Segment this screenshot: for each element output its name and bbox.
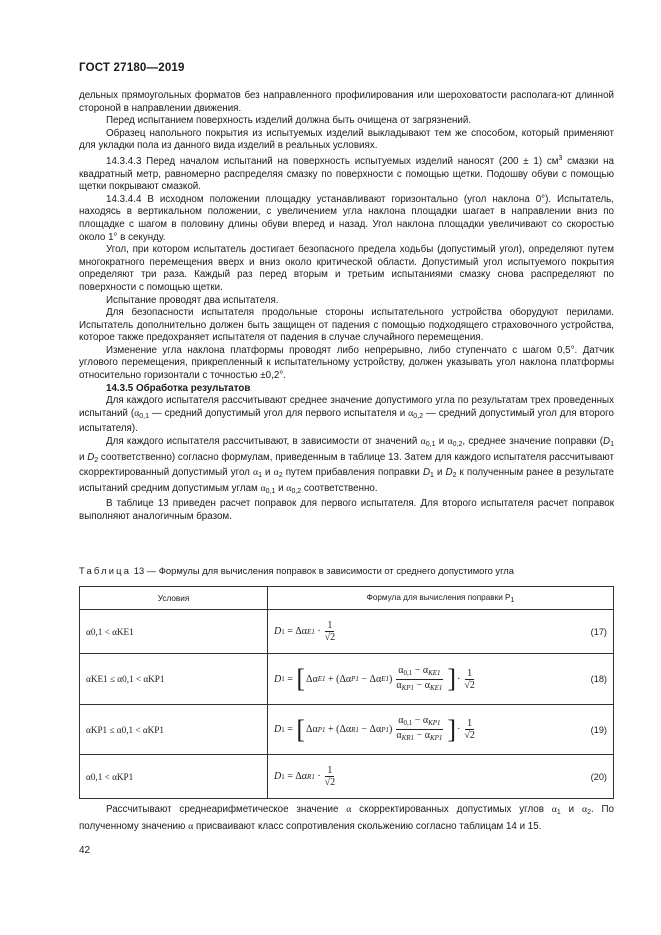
paragraph-14-3-4-3: 14.3.4.3 Перед началом испытаний на поверхность испытуемых изделий наносят (200 ± 1) $см^3$ смазки на квадратный метр, равномерно распределяя смазку по поверхности с помощью щетки. Подошву обуви с помощью щетки покрывают смазкой. <box>79 154 614 193</box>
paragraph: Образец напольного покрытия из испытуемых изделий выкладывают тем же способом, который применяют для укладки пола из данного вида изделий в реальных условиях. <box>79 127 614 152</box>
paragraph: Угол, при котором испытатель достигает безопасного предела ходьбы (допустимый угол), определяют путем многократного перемещения вверх и вниз около критической области. Допустимый угол испытуемого покрытия определяют три раза. Каждый раз перед вторым и третьим испытаниями смазку снова распределяют по поверхности с помощью щетки. <box>79 244 614 293</box>
condition-cell: αKP1 ≤ α0,1 < αKP1 <box>80 705 268 755</box>
equation-number: (19) <box>590 724 607 735</box>
table-row <box>80 654 614 705</box>
table-row <box>80 705 614 755</box>
paragraph: Для безопасности испытателя продольные стороны испытательного устройства оборудуют перилами. Испытатель дополнительно должен быть защищен от падения с помощью подходящего страховочного устройства, которое также предохраняет испытателя от падения в случае случайного перемещения. <box>79 307 614 344</box>
document-header: ГОСТ 27180—2019 <box>79 62 185 74</box>
page-number: 42 <box>79 845 91 856</box>
paragraph: Для каждого испытателя рассчитывают среднее значение допустимого угла по результатам трех проведенных испытаний ($\alpha_{0,1}$ — средний допустимый угол для первого испытателя и $\alpha_{0,2}$ — средний допустимый угол для второго испытателя). <box>79 395 614 435</box>
equation-number: (18) <box>590 674 607 684</box>
paragraph: Изменение угла наклона платформы проводят либо непрерывно, либо ступенчато с шагом 0,5°. Датчик углового перемещения, прикрепленный к испытательному устройству, должен указывать угол наклона платформы относительно горизонтали с точностью ±0,2°. <box>79 344 614 382</box>
equation-number: (17) <box>590 626 607 637</box>
formula-17: D 1 = Δα E1 · $\frac{1}{√2}$ <box>274 620 336 643</box>
table-row <box>80 610 614 654</box>
table-caption: Таблица 13 — Формулы для вычисления поправок в зависимости от среднего допустимого угла <box>79 565 514 576</box>
corrections-table <box>79 586 614 799</box>
column-header-formula: Формула для вычисления поправки $P_1$ <box>268 587 614 610</box>
formula-cell <box>268 755 614 799</box>
formula-18: D 1 = [ Δα E1 + (Δα P1 − Δα E1 ) $\frac{\alpha_{0,1} - \alpha_{KE1}}{\alpha_{KP1} - \alpha_{KE1}}$ ] · $\frac{1}{√2}$ <box>274 664 475 693</box>
column-header-conditions: Условия <box>80 587 268 610</box>
table-row <box>80 755 614 799</box>
formula-cell <box>268 610 614 654</box>
paragraph-14-3-4-4: 14.3.4.4 В исходном положении площадку устанавливают горизонтально (угол наклона 0°). Испытатель, находясь в вертикальном положении, с увеличением угла наклона площадки шагает в направлении вниз по площадке с шагом в половину длины обуви вперед и назад. Угол наклона площадки увеличивают со скоростью около 1° в секунду. <box>79 193 614 243</box>
main-text <box>79 90 614 524</box>
formula-cell <box>268 654 614 705</box>
paragraph: Испытание проводят два испытателя. <box>106 294 279 306</box>
equation-number: (20) <box>590 771 607 782</box>
paragraph: Перед испытанием поверхность изделий должна быть очищена от загрязнений. <box>106 115 472 127</box>
formula-20: D 1 = Δα R1 · $\frac{1}{√2}$ <box>274 765 336 788</box>
paragraph: дельных прямоугольных форматов без направленного профилирования или шероховатости располага-ют длинной стороной в направлении движения. <box>79 90 614 114</box>
condition-cell: α0,1 < αKE1 <box>80 610 268 654</box>
formula-cell <box>268 705 614 755</box>
condition-cell: αKE1 ≤ α0,1 < αKP1 <box>80 654 268 705</box>
section-heading: 14.3.5 Обработка результатов <box>106 382 251 394</box>
paragraph: Для каждого испытателя рассчитывают, в зависимости от значений $\alpha_{0,1}$ и $\alpha_{0,2}$, среднее значение поправки ($D_1$ и $D_2$ соответственно) согласно формулам, приведенным в таблице 13. Затем для каждого испытателя рассчитывают скорректированный допустимый угол $\alpha_1$ и $\alpha_2$ путем прибавления поправки $D_1$ и $D_2$ к полученным ранее в результате испытаний средним допустимым углам $\alpha_{0,1}$ и $\alpha_{0,2}$ соответственно. <box>79 436 615 495</box>
closing-text <box>79 803 614 833</box>
paragraph: Рассчитывают среднеарифметическое значение α скорректированных допустимых углов $\alpha_1$ и $\alpha_2$. По полученному значению α присваивают класс сопротивления скольжению согласно таблицам 14 и 15. <box>79 804 615 832</box>
paragraph: В таблице 13 приведен расчет поправок для первого испытателя. Для второго испытателя расчет поправок выполняют аналогичным бразом. <box>79 498 614 522</box>
condition-cell: α0,1 < αKP1 <box>80 755 268 799</box>
formula-19: D 1 = [ Δα P1 + (Δα R1 − Δα P1 ) $\frac{\alpha_{0,1} - \alpha_{KP1}}{\alpha_{KR1} - \alpha_{KP1}}$ ] · $\frac{1}{√2}$ <box>274 714 475 744</box>
